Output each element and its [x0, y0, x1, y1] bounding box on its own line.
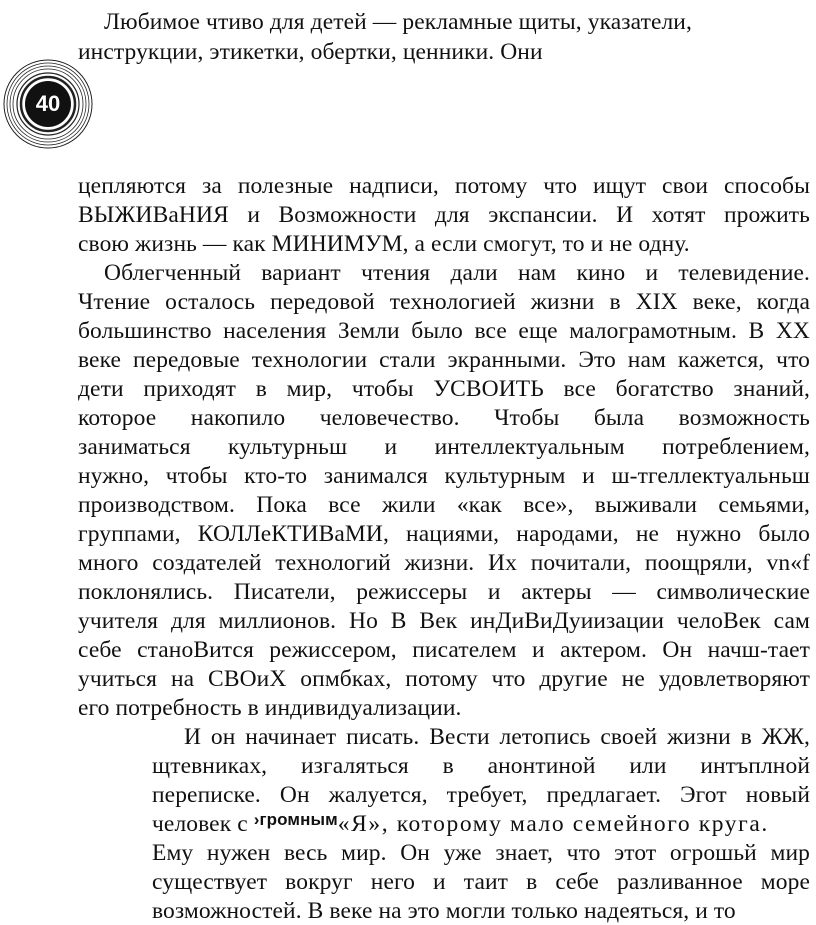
text-line: заниматься культурньш и интеллектуальным потреблением, [78, 434, 810, 460]
inline-pasted-word: ›громным [253, 810, 338, 829]
text-line: которое накопило человечество. Чтобы была возможность [78, 405, 810, 431]
text-line: Любимое чтиво для детей — рекламные щиты, указатели, [104, 9, 692, 35]
text-line: Чтение осталось передовой технологией жизни в XIX веке, когда [78, 289, 810, 315]
text-line: себе станоВится режиссером, писателем и актером. Он начш-тает [78, 637, 810, 663]
text-line: много создателей технологий жизни. Их почитали, поощряли, vn«f [78, 550, 810, 576]
text-line: дети приходят в мир, чтобы УСВОИТЬ все богатство знаний, [78, 376, 810, 402]
text-line: переписке. Он жалуется, требует, предлагает. Эгот новый [152, 782, 810, 808]
text-fragment: человек с [152, 811, 248, 837]
text-line: поклонялись. Писатели, режиссеры и актеры — символические [78, 579, 810, 605]
text-line: группами, КОЛЛеКТИВаМИ, нациями, народами, не нужно было [78, 521, 810, 547]
text-line: возможностей. В веке на это могли только надеяться, и то [152, 898, 736, 924]
text-line: производством. Пока все жили «как все», выживали семьями, [78, 492, 810, 518]
text-line: Ему нужен весь мир. Он уже знает, что этот огрошьй мир [152, 840, 810, 866]
text-line: учителя для миллионов. Но В Век инДиВиДуиизации челоВек сам [78, 608, 810, 634]
text-line: учиться на СВОиХ опмбках, потому что другие не удовлетворяют [78, 666, 810, 692]
text-line: свою жизнь — как МИНИМУМ, а если смогут, то и не одну. [78, 231, 690, 257]
text-line: щтевниках, изгаляться в анонтиной или интъплной [152, 753, 810, 779]
text-line: его потребность в индивидуализации. [78, 695, 462, 721]
text-line: нужно, чтобы кто-то занимался культурным и ш-тгеллектуальньш [78, 463, 810, 489]
text-line-mixed [152, 810, 769, 840]
text-line: Облегченный вариант чтения дали нам кино и телевидение. [104, 260, 810, 286]
text-line: И он начинает писать. Вести летопись своей жизни в ЖЖ, [184, 724, 810, 750]
text-line: большинство населения Земли было все еще малограмотным. В XX [78, 318, 810, 344]
page-number: 40 [35, 91, 61, 116]
text-line: веке передовые технологии стали экранными. Это нам кажется, что [78, 347, 810, 373]
text-line: цепляются за полезные надписи, потому что ищут свои способы [78, 173, 810, 199]
text-line: ВЫЖИВаНИЯ и Возможности для экспансии. И хотят прожить [78, 202, 810, 228]
text-line: существует вокруг него и таит в себе разливанное море [152, 869, 810, 895]
text-fragment: «Я», которому мало семейного круга. [337, 811, 769, 837]
text-line: инструкции, этикетки, обертки, ценники. Они [78, 39, 543, 65]
page-number-badge [2, 58, 94, 150]
